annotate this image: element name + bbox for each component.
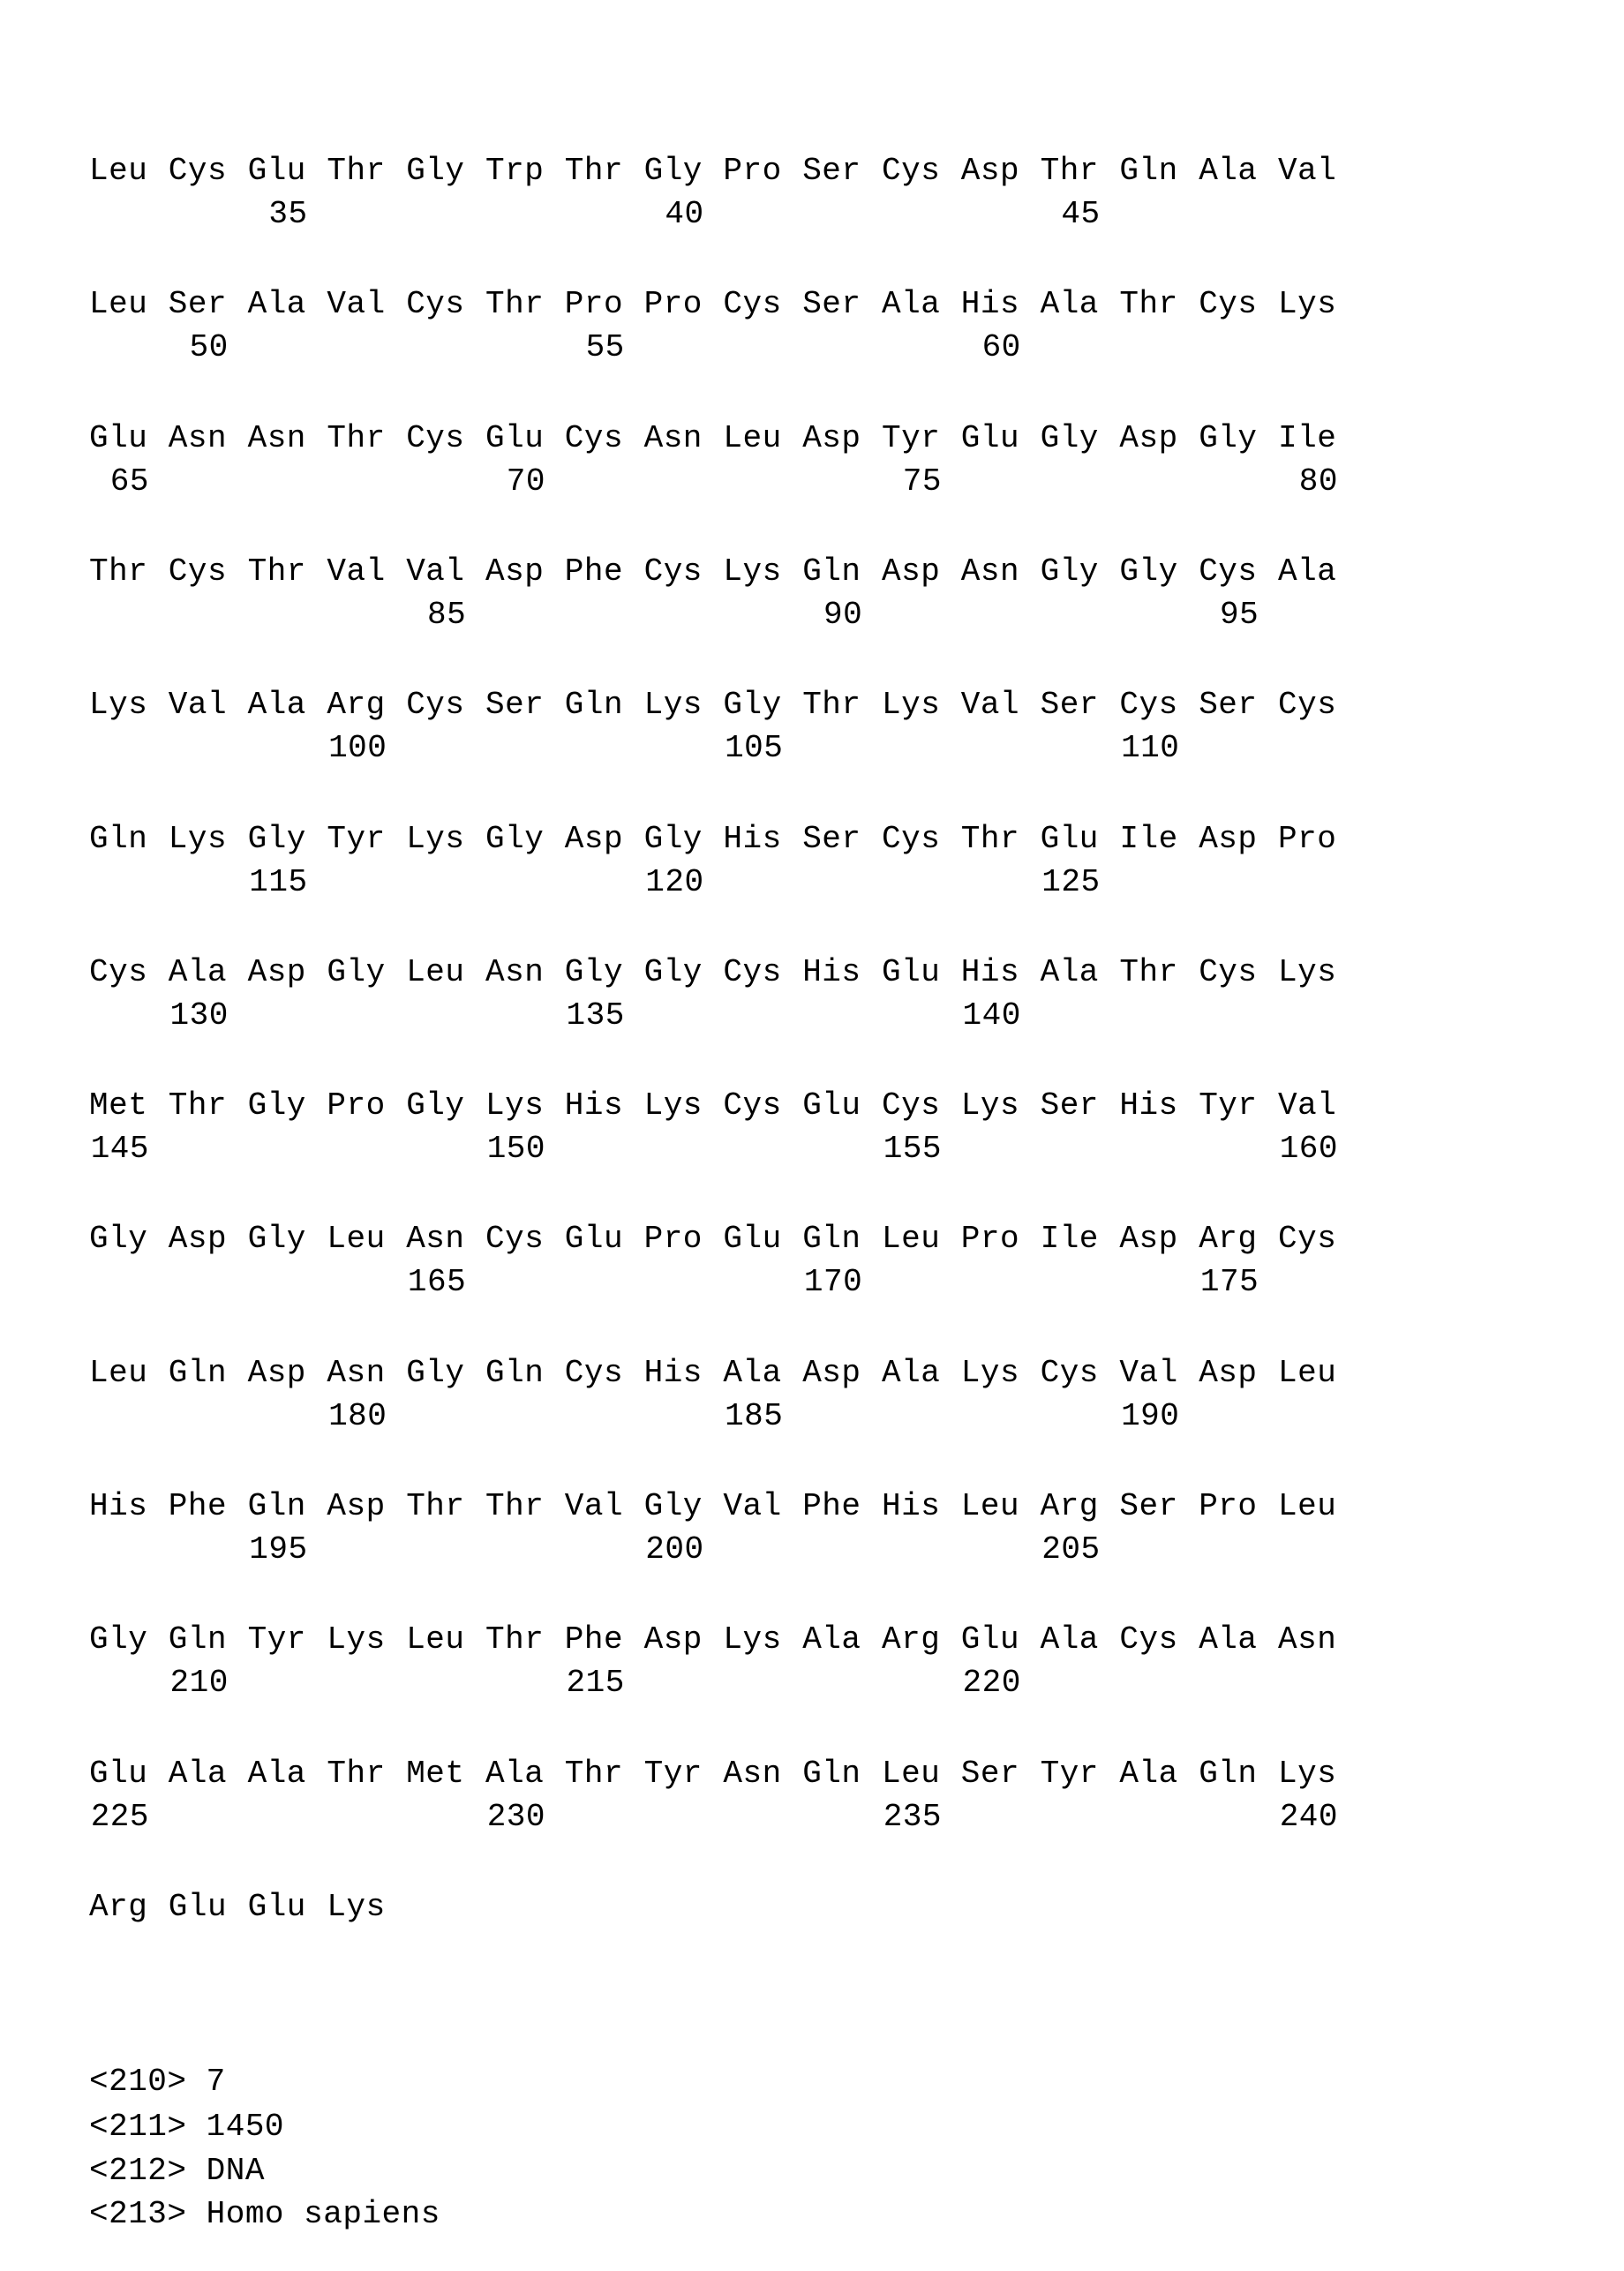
- residue: Ala: [1041, 955, 1099, 990]
- residue: Leu: [327, 1222, 385, 1257]
- residue-number: 60: [961, 330, 1021, 365]
- metadata-line-organism: <213> Homo sapiens: [89, 2197, 440, 2232]
- residue: Asn: [961, 554, 1019, 590]
- residue: Ala: [882, 1356, 940, 1391]
- residue: Lys: [406, 822, 464, 857]
- residue: Val: [327, 287, 385, 322]
- residue: Gly: [1199, 421, 1257, 456]
- residue: Val: [565, 1489, 623, 1524]
- residue: Tyr: [1041, 1756, 1099, 1792]
- residue: Ala: [1199, 154, 1257, 189]
- residue: Gly: [248, 1222, 306, 1257]
- residue: Gly: [327, 955, 385, 990]
- residue: Cys: [723, 955, 781, 990]
- residue: Gly: [485, 822, 544, 857]
- residue: Asp: [802, 421, 861, 456]
- residue: Cys: [406, 287, 464, 322]
- residue: Ser: [802, 822, 861, 857]
- residue: Arg: [882, 1622, 940, 1658]
- residue: Thr: [169, 1088, 227, 1124]
- residue-number: 40: [644, 197, 704, 232]
- residue: Gln: [169, 1356, 227, 1391]
- residue: Ala: [723, 1356, 781, 1391]
- residue-number: 225: [89, 1800, 149, 1835]
- residue: Thr: [565, 154, 623, 189]
- residue: Gly: [248, 1088, 306, 1124]
- residue-number: 125: [1041, 865, 1101, 900]
- residue: Phe: [802, 1489, 861, 1524]
- residue: Ala: [802, 1622, 861, 1658]
- residue: Cys: [406, 688, 464, 723]
- residue: Thr: [327, 1756, 385, 1792]
- residue-number: 95: [1199, 598, 1259, 633]
- residue-number: 55: [565, 330, 625, 365]
- residue-number: 205: [1041, 1532, 1101, 1568]
- residue: Ala: [1041, 287, 1099, 322]
- residue: Ser: [802, 287, 861, 322]
- residue: Ile: [1119, 822, 1177, 857]
- residue: Gln: [1199, 1756, 1257, 1792]
- residue: Cys: [882, 1088, 940, 1124]
- residue: Cys: [1199, 287, 1257, 322]
- residue: Ala: [248, 1756, 306, 1792]
- residue: Lys: [723, 554, 781, 590]
- residue-number: 160: [1278, 1132, 1338, 1167]
- residue: Cys: [89, 955, 147, 990]
- residue: Leu: [406, 1622, 464, 1658]
- residue-number: 70: [485, 464, 545, 500]
- residue: Tyr: [248, 1622, 306, 1658]
- residue: Lys: [1278, 1756, 1336, 1792]
- residue: Leu: [89, 1356, 147, 1391]
- residue: Asp: [1119, 421, 1177, 456]
- residue: Cys: [723, 287, 781, 322]
- residue: Arg: [89, 1890, 147, 1925]
- residue: Asn: [485, 955, 544, 990]
- residue: Lys: [723, 1622, 781, 1658]
- residue: Ser: [1119, 1489, 1177, 1524]
- residue: Val: [327, 554, 385, 590]
- residue: Arg: [1041, 1489, 1099, 1524]
- residue: Met: [406, 1756, 464, 1792]
- residue: Cys: [406, 421, 464, 456]
- residue: Gly: [1041, 554, 1099, 590]
- residue: Cys: [169, 554, 227, 590]
- residue: His: [644, 1356, 703, 1391]
- residue: Pro: [327, 1088, 385, 1124]
- residue: Ser: [1041, 1088, 1099, 1124]
- residue: Lys: [644, 688, 703, 723]
- residue: Ser: [485, 688, 544, 723]
- residue: Gly: [565, 955, 623, 990]
- residue-number: 215: [565, 1666, 625, 1701]
- residue-number: 240: [1278, 1800, 1338, 1835]
- residue: Gly: [644, 154, 703, 189]
- residue: Lys: [89, 688, 147, 723]
- residue-number: 210: [169, 1666, 229, 1701]
- residue: Pro: [1278, 822, 1336, 857]
- residue: Pro: [565, 287, 623, 322]
- residue: Thr: [565, 1756, 623, 1792]
- residue: Cys: [1199, 554, 1257, 590]
- residue: Asp: [248, 1356, 306, 1391]
- residue: Cys: [644, 554, 703, 590]
- residue-number: 80: [1278, 464, 1338, 500]
- residue: Ala: [485, 1756, 544, 1792]
- residue: Leu: [89, 154, 147, 189]
- residue: Lys: [1278, 287, 1336, 322]
- residue: Cys: [1041, 1356, 1099, 1391]
- residue: His: [961, 287, 1019, 322]
- residue: Asn: [1278, 1622, 1336, 1658]
- residue: Asp: [1119, 1222, 1177, 1257]
- residue-number: 195: [248, 1532, 308, 1568]
- residue: Arg: [1199, 1222, 1257, 1257]
- residue: Gln: [802, 554, 861, 590]
- residue: Cys: [565, 421, 623, 456]
- residue-number: 65: [89, 464, 149, 500]
- residue: Arg: [327, 688, 385, 723]
- residue: His: [802, 955, 861, 990]
- residue: Asp: [565, 822, 623, 857]
- residue: Ala: [1041, 1622, 1099, 1658]
- residue: His: [1119, 1088, 1177, 1124]
- residue-number: 155: [882, 1132, 942, 1167]
- residue-number: 165: [406, 1265, 466, 1300]
- residue: Ala: [248, 688, 306, 723]
- residue: Gln: [485, 1356, 544, 1391]
- residue: Cys: [882, 154, 940, 189]
- residue-number: 230: [485, 1800, 545, 1835]
- metadata-line-seq-id: <210> 7: [89, 2064, 226, 2100]
- residue: Cys: [1278, 1222, 1336, 1257]
- residue-number: 85: [406, 598, 466, 633]
- residue: Cys: [565, 1356, 623, 1391]
- residue: Gly: [406, 1356, 464, 1391]
- residue: Pro: [723, 154, 781, 189]
- residue: Glu: [1041, 822, 1099, 857]
- residue: Leu: [882, 1756, 940, 1792]
- residue-number: 185: [723, 1399, 783, 1434]
- residue-number: 50: [169, 330, 229, 365]
- residue-number: 120: [644, 865, 704, 900]
- residue: Gln: [169, 1622, 227, 1658]
- residue: His: [723, 822, 781, 857]
- residue: Thr: [248, 554, 306, 590]
- residue: Leu: [882, 1222, 940, 1257]
- residue: Leu: [89, 287, 147, 322]
- residue-number: 220: [961, 1666, 1021, 1701]
- residue: Asp: [327, 1489, 385, 1524]
- residue: Glu: [723, 1222, 781, 1257]
- residue: Asp: [248, 955, 306, 990]
- residue: Gln: [565, 688, 623, 723]
- residue: Thr: [1119, 287, 1177, 322]
- residue: His: [565, 1088, 623, 1124]
- residue: Phe: [169, 1489, 227, 1524]
- residue: Thr: [961, 822, 1019, 857]
- residue: Asn: [723, 1756, 781, 1792]
- residue: Phe: [565, 554, 623, 590]
- residue-number: 105: [723, 731, 783, 766]
- residue: Ile: [1041, 1222, 1099, 1257]
- residue: Glu: [961, 1622, 1019, 1658]
- residue: Lys: [327, 1622, 385, 1658]
- residue: Glu: [169, 1890, 227, 1925]
- residue: Lys: [327, 1890, 385, 1925]
- residue: Thr: [327, 421, 385, 456]
- residue: Thr: [1041, 154, 1099, 189]
- residue-number: 235: [882, 1800, 942, 1835]
- residue-number: 45: [1041, 197, 1101, 232]
- residue: Cys: [1199, 955, 1257, 990]
- residue: Asp: [169, 1222, 227, 1257]
- residue: Gly: [406, 154, 464, 189]
- residue: Gly: [89, 1222, 147, 1257]
- residue: Val: [1119, 1356, 1177, 1391]
- residue: Asp: [961, 154, 1019, 189]
- residue: Leu: [723, 421, 781, 456]
- residue: Phe: [565, 1622, 623, 1658]
- residue: Thr: [802, 688, 861, 723]
- residue: Glu: [485, 421, 544, 456]
- residue: Ser: [169, 287, 227, 322]
- residue: Lys: [961, 1088, 1019, 1124]
- residue: Val: [723, 1489, 781, 1524]
- residue: Ile: [1278, 421, 1336, 456]
- residue: Asn: [327, 1356, 385, 1391]
- residue: Pro: [644, 1222, 703, 1257]
- residue: Cys: [723, 1088, 781, 1124]
- residue: Cys: [1278, 688, 1336, 723]
- residue-number: 200: [644, 1532, 704, 1568]
- residue: Val: [961, 688, 1019, 723]
- residue: Ala: [169, 955, 227, 990]
- metadata-line-type: <212> DNA: [89, 2154, 265, 2189]
- residue: Gln: [1119, 154, 1177, 189]
- residue-number: 100: [327, 731, 387, 766]
- residue: Val: [406, 554, 464, 590]
- residue: Glu: [802, 1088, 861, 1124]
- residue: Trp: [485, 154, 544, 189]
- residue-number: 110: [1119, 731, 1179, 766]
- residue-number: 175: [1199, 1265, 1259, 1300]
- residue: Gly: [644, 1489, 703, 1524]
- residue-number: 135: [565, 998, 625, 1034]
- residue-number: 115: [248, 865, 308, 900]
- residue: Glu: [565, 1222, 623, 1257]
- residue-number: 145: [89, 1132, 149, 1167]
- residue: Tyr: [882, 421, 940, 456]
- residue-number: 190: [1119, 1399, 1179, 1434]
- residue: Cys: [882, 822, 940, 857]
- residue: Ala: [1199, 1622, 1257, 1658]
- residue: Asp: [644, 1622, 703, 1658]
- residue: Thr: [1119, 955, 1177, 990]
- residue: Gly: [644, 822, 703, 857]
- residue: Cys: [1119, 1622, 1177, 1658]
- residue: Asp: [1199, 1356, 1257, 1391]
- residue: Asp: [485, 554, 544, 590]
- residue: Gly: [248, 822, 306, 857]
- residue: Leu: [1278, 1356, 1336, 1391]
- residue: Thr: [406, 1489, 464, 1524]
- residue-number: 90: [802, 598, 862, 633]
- residue: Gly: [89, 1622, 147, 1658]
- residue: Asp: [882, 554, 940, 590]
- residue: Val: [169, 688, 227, 723]
- residue: Lys: [169, 822, 227, 857]
- residue: Leu: [1278, 1489, 1336, 1524]
- residue-number: 130: [169, 998, 229, 1034]
- residue: Leu: [406, 955, 464, 990]
- residue: Lys: [961, 1356, 1019, 1391]
- residue: Ser: [1041, 688, 1099, 723]
- residue: Ser: [802, 154, 861, 189]
- residue: His: [961, 955, 1019, 990]
- residue: Ser: [961, 1756, 1019, 1792]
- residue: Glu: [248, 1890, 306, 1925]
- residue: Pro: [1199, 1489, 1257, 1524]
- residue: Asn: [406, 1222, 464, 1257]
- residue: Glu: [89, 421, 147, 456]
- residue: Pro: [961, 1222, 1019, 1257]
- residue-number: 35: [248, 197, 308, 232]
- residue-number: 170: [802, 1265, 862, 1300]
- residue: Thr: [485, 1622, 544, 1658]
- residue: Ala: [169, 1756, 227, 1792]
- residue: Asn: [169, 421, 227, 456]
- residue: Ala: [1119, 1756, 1177, 1792]
- residue: Asn: [248, 421, 306, 456]
- residue: Thr: [327, 154, 385, 189]
- residue-number: 75: [882, 464, 942, 500]
- residue: Tyr: [327, 822, 385, 857]
- residue: Leu: [961, 1489, 1019, 1524]
- residue: Gly: [406, 1088, 464, 1124]
- residue: Glu: [882, 955, 940, 990]
- residue: Cys: [485, 1222, 544, 1257]
- residue: Cys: [169, 154, 227, 189]
- residue: Gly: [1119, 554, 1177, 590]
- residue: Ala: [882, 287, 940, 322]
- residue: Lys: [1278, 955, 1336, 990]
- residue: Glu: [89, 1756, 147, 1792]
- residue: Lys: [882, 688, 940, 723]
- residue: Val: [1278, 154, 1336, 189]
- residue: Thr: [89, 554, 147, 590]
- residue: Val: [1278, 1088, 1336, 1124]
- residue: His: [89, 1489, 147, 1524]
- residue: Thr: [485, 287, 544, 322]
- residue: Ala: [248, 287, 306, 322]
- residue: Gly: [1041, 421, 1099, 456]
- residue: Gln: [802, 1756, 861, 1792]
- residue: Cys: [1119, 688, 1177, 723]
- residue: Lys: [485, 1088, 544, 1124]
- residue: Tyr: [1199, 1088, 1257, 1124]
- residue: Thr: [485, 1489, 544, 1524]
- residue: Lys: [644, 1088, 703, 1124]
- residue-number: 150: [485, 1132, 545, 1167]
- residue: Glu: [961, 421, 1019, 456]
- residue: Met: [89, 1088, 147, 1124]
- residue: Gln: [802, 1222, 861, 1257]
- residue: Gln: [248, 1489, 306, 1524]
- residue: Pro: [644, 287, 703, 322]
- residue: Ser: [1199, 688, 1257, 723]
- metadata-line-length: <211> 1450: [89, 2109, 284, 2145]
- residue-number: 140: [961, 998, 1021, 1034]
- residue: Asn: [644, 421, 703, 456]
- residue: Asp: [1199, 822, 1257, 857]
- residue: Gly: [723, 688, 781, 723]
- residue: Asp: [802, 1356, 861, 1391]
- residue: Ala: [1278, 554, 1336, 590]
- residue: Tyr: [644, 1756, 703, 1792]
- residue: His: [882, 1489, 940, 1524]
- residue: Gly: [644, 955, 703, 990]
- residue: Gln: [89, 822, 147, 857]
- residue: Glu: [248, 154, 306, 189]
- residue-number: 180: [327, 1399, 387, 1434]
